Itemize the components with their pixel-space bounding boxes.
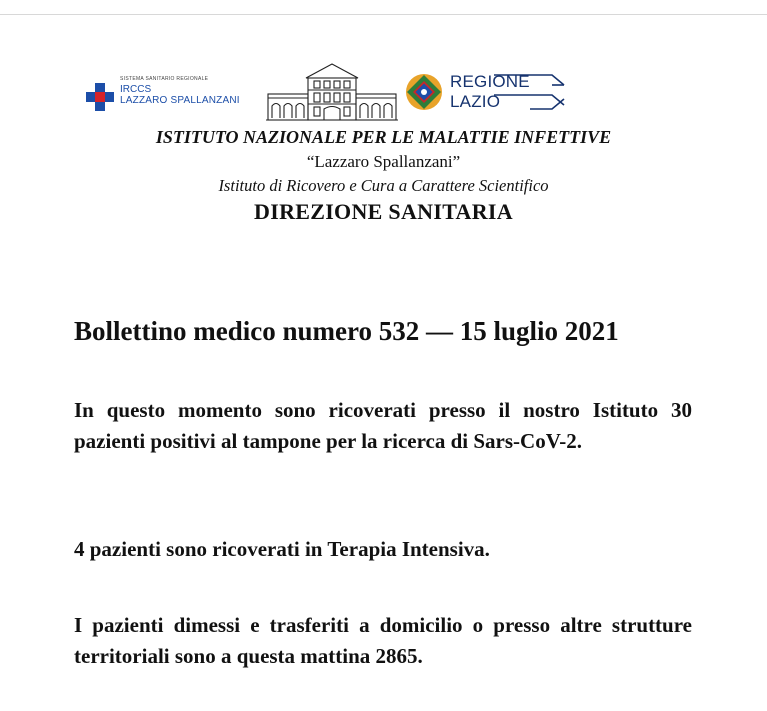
irccs-logo-caption: SISTEMA SANITARIO REGIONALE [120, 76, 209, 82]
top-divider [0, 14, 767, 15]
irccs-logo-line2: LAZZARO SPALLANZANI [120, 95, 240, 106]
bulletin-title: Bollettino medico numero 532 — 15 luglio 2021 [74, 316, 619, 346]
regione-logo-line1: REGIONE [450, 72, 530, 91]
regione-lazio-emblem-icon [404, 72, 444, 112]
bulletin-paragraph-intensive-care: 4 pazienti sono ricoverati in Terapia Intensiva. [74, 537, 490, 561]
red-blue-cross-icon [86, 83, 114, 111]
regione-logo-line2: LAZIO [450, 92, 501, 111]
irccs-logo-line1: IRCCS [120, 84, 152, 95]
bulletin-paragraph-hospitalized: In questo momento sono ricoverati presso il nostro Istituto 30 pazienti positivi al tampone per la ricerca di Sars-CoV-2. [74, 398, 692, 453]
department-title: DIREZIONE SANITARIA [254, 199, 513, 224]
hospital-building-icon [266, 60, 398, 122]
regione-lazio-logo [404, 70, 566, 114]
regione-lazio-chevron-icon [494, 72, 566, 112]
institute-quote: “Lazzaro Spallanzani” [306, 152, 461, 171]
institute-subtitle: Istituto di Ricovero e Cura a Carattere Scientifico [218, 176, 549, 195]
irccs-spallanzani-logo [86, 76, 256, 110]
institute-name: ISTITUTO NAZIONALE PER LE MALATTIE INFETTIVE [155, 127, 612, 147]
bulletin-paragraph-discharged: I pazienti dimessi e trasferiti a domicilio o presso altre strutture territoriali sono a questa mattina 2865. [74, 613, 692, 668]
